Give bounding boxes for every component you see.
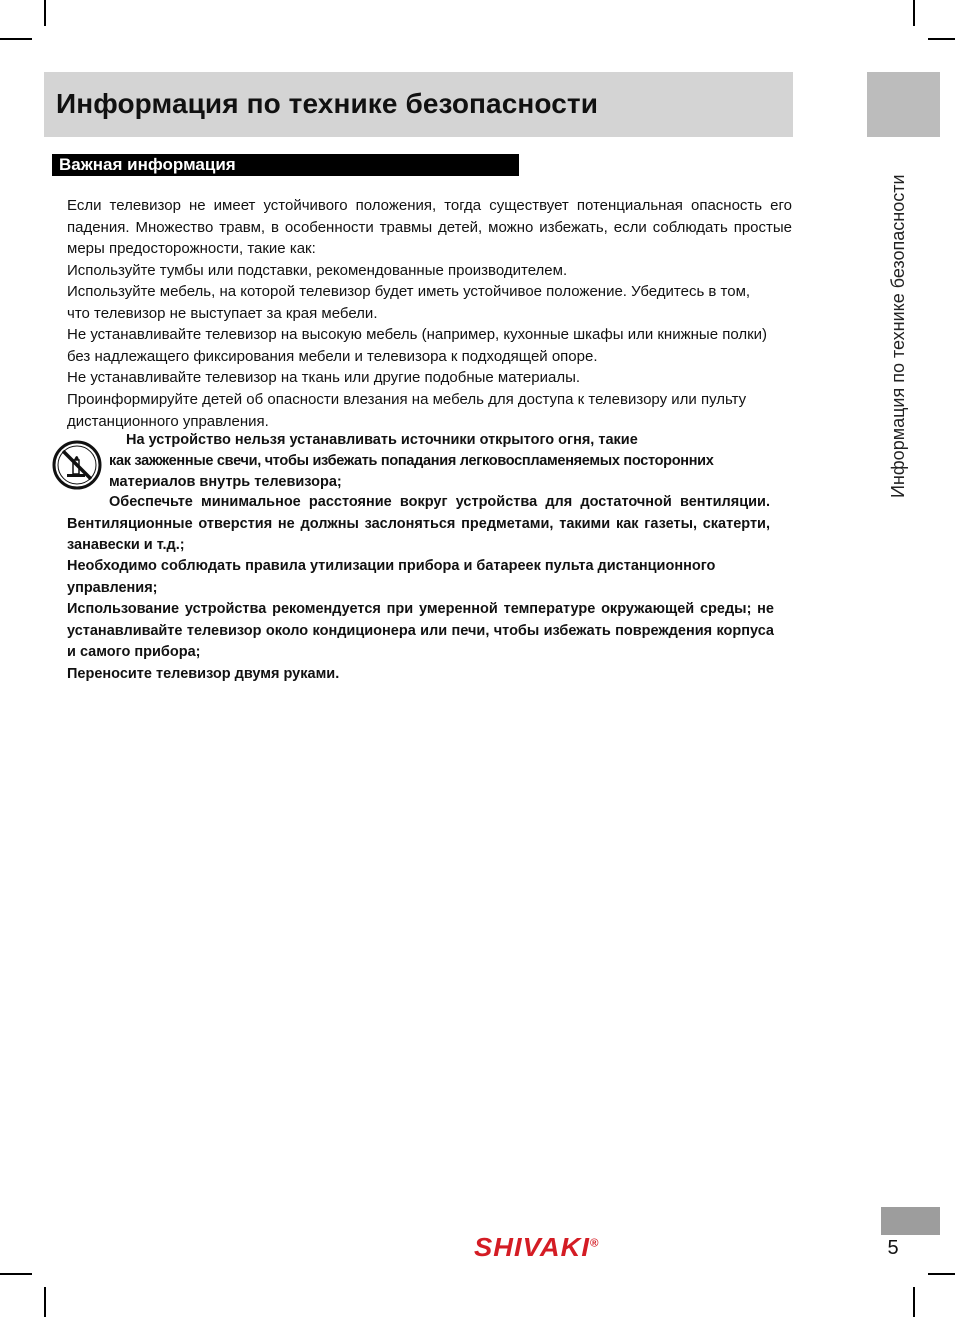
crop-mark bbox=[0, 38, 32, 40]
paragraph-children: Проинформируйте детей об опасности влезания на мебель для доступа к телевизору или пульту дистанционного управления. bbox=[67, 391, 747, 430]
crop-mark bbox=[913, 1287, 915, 1317]
no-open-flame-icon bbox=[52, 440, 102, 490]
page-number: 5 bbox=[887, 1237, 899, 1259]
paragraph-furniture: Используйте мебель, на которой телевизор будет иметь устойчивое положение. Убедитесь в том, что телевизор не выступает за края мебели. bbox=[67, 283, 751, 322]
page-title: Информация по технике безопасности bbox=[56, 88, 599, 119]
paragraph-high-furniture: Не устанавливайте телевизор на высокую мебель (например, кухонные шкафы или книжные полки) без надлежащего фиксирования мебели и телевизора к подходящей опоре. bbox=[67, 326, 768, 365]
paragraph-stability: Если телевизор не имеет устойчивого положения, тогда существует потенциальная опасность его падения. Множество травм, в особенности травмы детей, можно избежать, если соблюдать простые меры предосторожности, такие как: bbox=[67, 197, 792, 257]
brand-name: SHIVAKI bbox=[474, 1232, 591, 1262]
warning-fire-line3: материалов внутрь телевизора; bbox=[109, 474, 342, 490]
registered-mark: ® bbox=[590, 1237, 600, 1250]
crop-mark bbox=[44, 1287, 46, 1317]
side-tab bbox=[867, 72, 940, 137]
warning-ventilation: Обеспечьте минимальное расстояние вокруг устройства для достаточной вентиляции. Вентиляционные отверстия не должны заслоняться предметами, такими как газеты, скатерти, занавески и т.д.; bbox=[67, 494, 770, 553]
warning-fire-line1: На устройство нельзя устанавливать источники открытого огня, такие bbox=[126, 432, 638, 448]
page-number-box bbox=[881, 1207, 940, 1235]
paragraph-fabric: Не устанавливайте телевизор на ткань или другие подобные материалы. bbox=[67, 369, 581, 386]
warning-temperature: Использование устройства рекомендуется при умеренной температуре окружающей среды; не устанавливайте телевизор около кондиционера или печи, чтобы избежать повреждения корпуса и самого прибора; bbox=[67, 601, 774, 660]
side-tab-label: Информация по технике безопасности bbox=[888, 174, 908, 498]
crop-mark bbox=[928, 38, 955, 40]
page-header bbox=[44, 72, 793, 137]
paragraph-stands: Используйте тумбы или подставки, рекомендованные производителем. bbox=[67, 262, 568, 279]
crop-mark bbox=[928, 1273, 955, 1275]
warning-disposal: Необходимо соблюдать правила утилизации прибора и батареек пульта дистанционного управления; bbox=[67, 558, 716, 596]
crop-mark bbox=[0, 1273, 32, 1275]
brand-logo bbox=[474, 1232, 600, 1263]
section-title: Важная информация bbox=[52, 154, 519, 176]
crop-mark bbox=[913, 0, 915, 26]
warning-carry: Переносите телевизор двумя руками. bbox=[67, 666, 340, 682]
crop-mark bbox=[44, 0, 46, 26]
warning-fire-line2: как зажженные свечи, чтобы избежать попадания легковоспламеняемых посторонних bbox=[109, 453, 714, 469]
